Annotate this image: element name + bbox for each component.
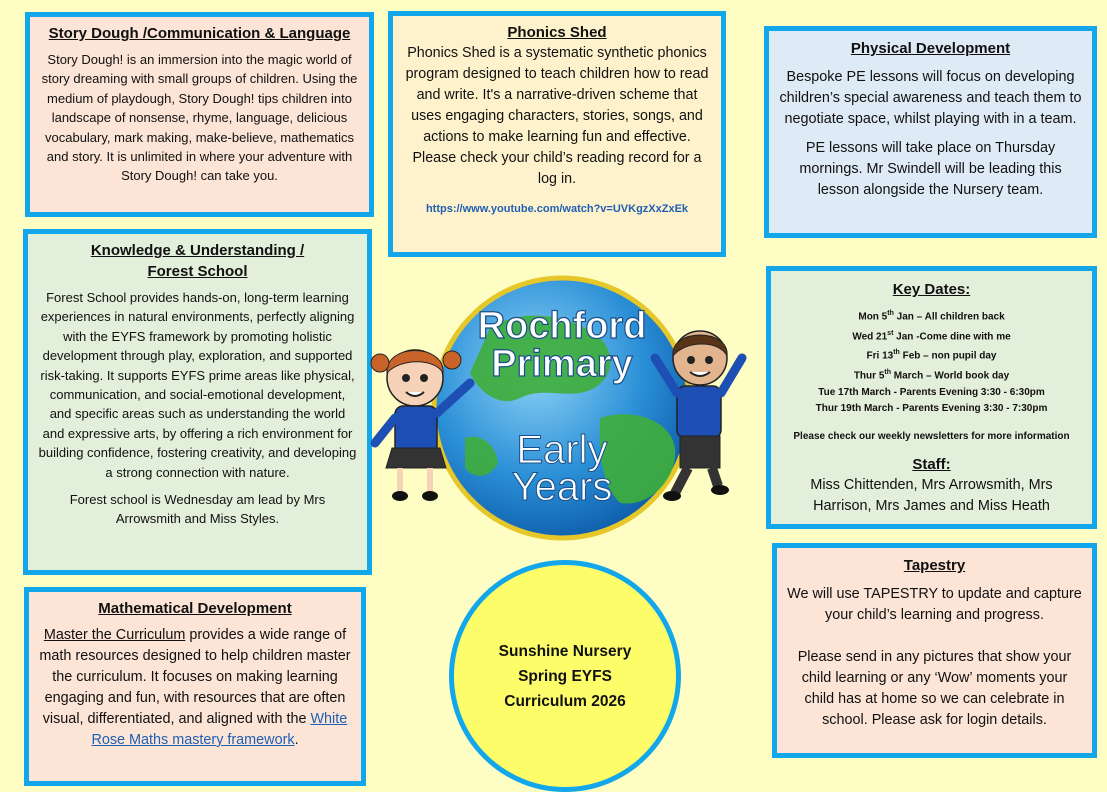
phonics-note: Please check your child’s reading record for a log in. bbox=[412, 150, 702, 187]
logo-line4: Years bbox=[511, 465, 613, 509]
story-dough-panel bbox=[25, 12, 374, 217]
knowledge-p2: Forest school is Wednesday am lead by Mrs Arrowsmith and Miss Styles. bbox=[69, 492, 326, 527]
physical-p1: Bespoke PE lessons will focus on developing children’s special awareness and teach them to negotiate space, whilst playing with in a team. bbox=[779, 69, 1082, 127]
newsletter-note: Please check our weekly newsletters for more information bbox=[793, 431, 1070, 443]
staff-list: Miss Chittenden, Mrs Arrowsmith, Mrs Harrison, Mrs James and Miss Heath bbox=[810, 477, 1053, 515]
list-item: Fri 13th Feb – non pupil day bbox=[866, 349, 997, 362]
physical-p2: PE lessons will take place on Thursday mornings. Mr Swindell will be leading this lesson alongside the Nursery team. bbox=[799, 140, 1062, 198]
sunshine-title: Sunshine Nursery Spring EYFS Curriculum 2026 bbox=[498, 642, 632, 710]
physical-title: Physical Development bbox=[850, 40, 1011, 57]
physical-development-panel bbox=[764, 26, 1097, 238]
math-body: Master the Curriculum provides a wide range of math resources designed to help children master the curriculum. It focuses on making learning engaging and fun, with resources that are often visual, differentiated, and aligned with the White Rose Maths mastery framework. bbox=[39, 627, 351, 748]
knowledge-p1: Forest School provides hands-on, long-term learning experiences in natural environments, perfectly aligning with the EYFS framework by promoting holistic development through play, exploration, and supported risk-taking. It supports EYFS prime areas like physical, communication, and social-emotional development, and specific areas such as understanding the world and expressive arts, by offering a rich environment for building confidence, fostering creativity, and developing a strong connection with nature. bbox=[38, 290, 357, 480]
knowledge-title: Knowledge & Understanding / Forest School bbox=[90, 242, 305, 280]
story-dough-title: Story Dough /Communication & Language bbox=[48, 25, 351, 42]
math-development-panel bbox=[24, 587, 366, 786]
logo-line2: Primary bbox=[491, 343, 633, 385]
white-rose-maths-link[interactable]: White Rose Maths mastery framework bbox=[91, 711, 348, 748]
key-dates-panel bbox=[766, 266, 1097, 529]
key-dates-title: Key Dates: bbox=[892, 281, 971, 298]
logo-line1: Rochford bbox=[477, 305, 647, 347]
key-dates-list bbox=[781, 306, 1082, 417]
phonics-title: Phonics Shed bbox=[507, 24, 607, 41]
knowledge-panel bbox=[23, 229, 372, 575]
tapestry-p2: Please send in any pictures that show your child learning or any ‘Wow’ moments your child has at home so we can celebrate in school. Please ask for login details. bbox=[797, 649, 1072, 728]
tapestry-panel bbox=[772, 543, 1097, 758]
staff-title: Staff: bbox=[912, 456, 951, 474]
phonics-video-link[interactable]: https://www.youtube.com/watch?v=UVKgzXxZxEk bbox=[425, 203, 689, 215]
story-dough-body: Story Dough! is an immersion into the magic world of story dreaming with small groups of children. Using the medium of playdough, Story Dough! tips children into landscape of nonsense, rhyme, language, delicious vocabulary, mark making, make-believe, mathematics and story. It is unlimited in where your adventure with Story Dough! can take you. bbox=[41, 52, 358, 184]
list-item: Wed 21st Jan -Come dine with me bbox=[852, 329, 1011, 342]
tapestry-p1: We will use TAPESTRY to update and capture your child’s learning and progress. bbox=[787, 586, 1082, 623]
phonics-panel bbox=[388, 11, 726, 257]
math-title: Mathematical Development bbox=[98, 600, 292, 617]
list-item: Thur 19th March - Parents Evening 3:30 - 7:30pm bbox=[815, 402, 1048, 414]
sunshine-title-circle bbox=[449, 560, 681, 792]
master-curriculum-link[interactable]: Master the Curriculum bbox=[43, 627, 186, 643]
logo-line3: Early bbox=[516, 428, 608, 472]
list-item: Tue 17th March - Parents Evening 3:30 - 6:30pm bbox=[818, 386, 1045, 398]
rochford-early-years-logo bbox=[370, 268, 750, 546]
list-item: Mon 5th Jan – All children back bbox=[858, 310, 1005, 323]
list-item: Thur 5th March – World book day bbox=[853, 368, 1010, 382]
phonics-body: Phonics Shed is a systematic synthetic phonics program designed to teach children how to read and write. It's a narrative-driven scheme that uses engaging characters, stories, songs, and actions to make learning fun and effective. bbox=[405, 45, 709, 145]
tapestry-title: Tapestry bbox=[903, 557, 966, 574]
